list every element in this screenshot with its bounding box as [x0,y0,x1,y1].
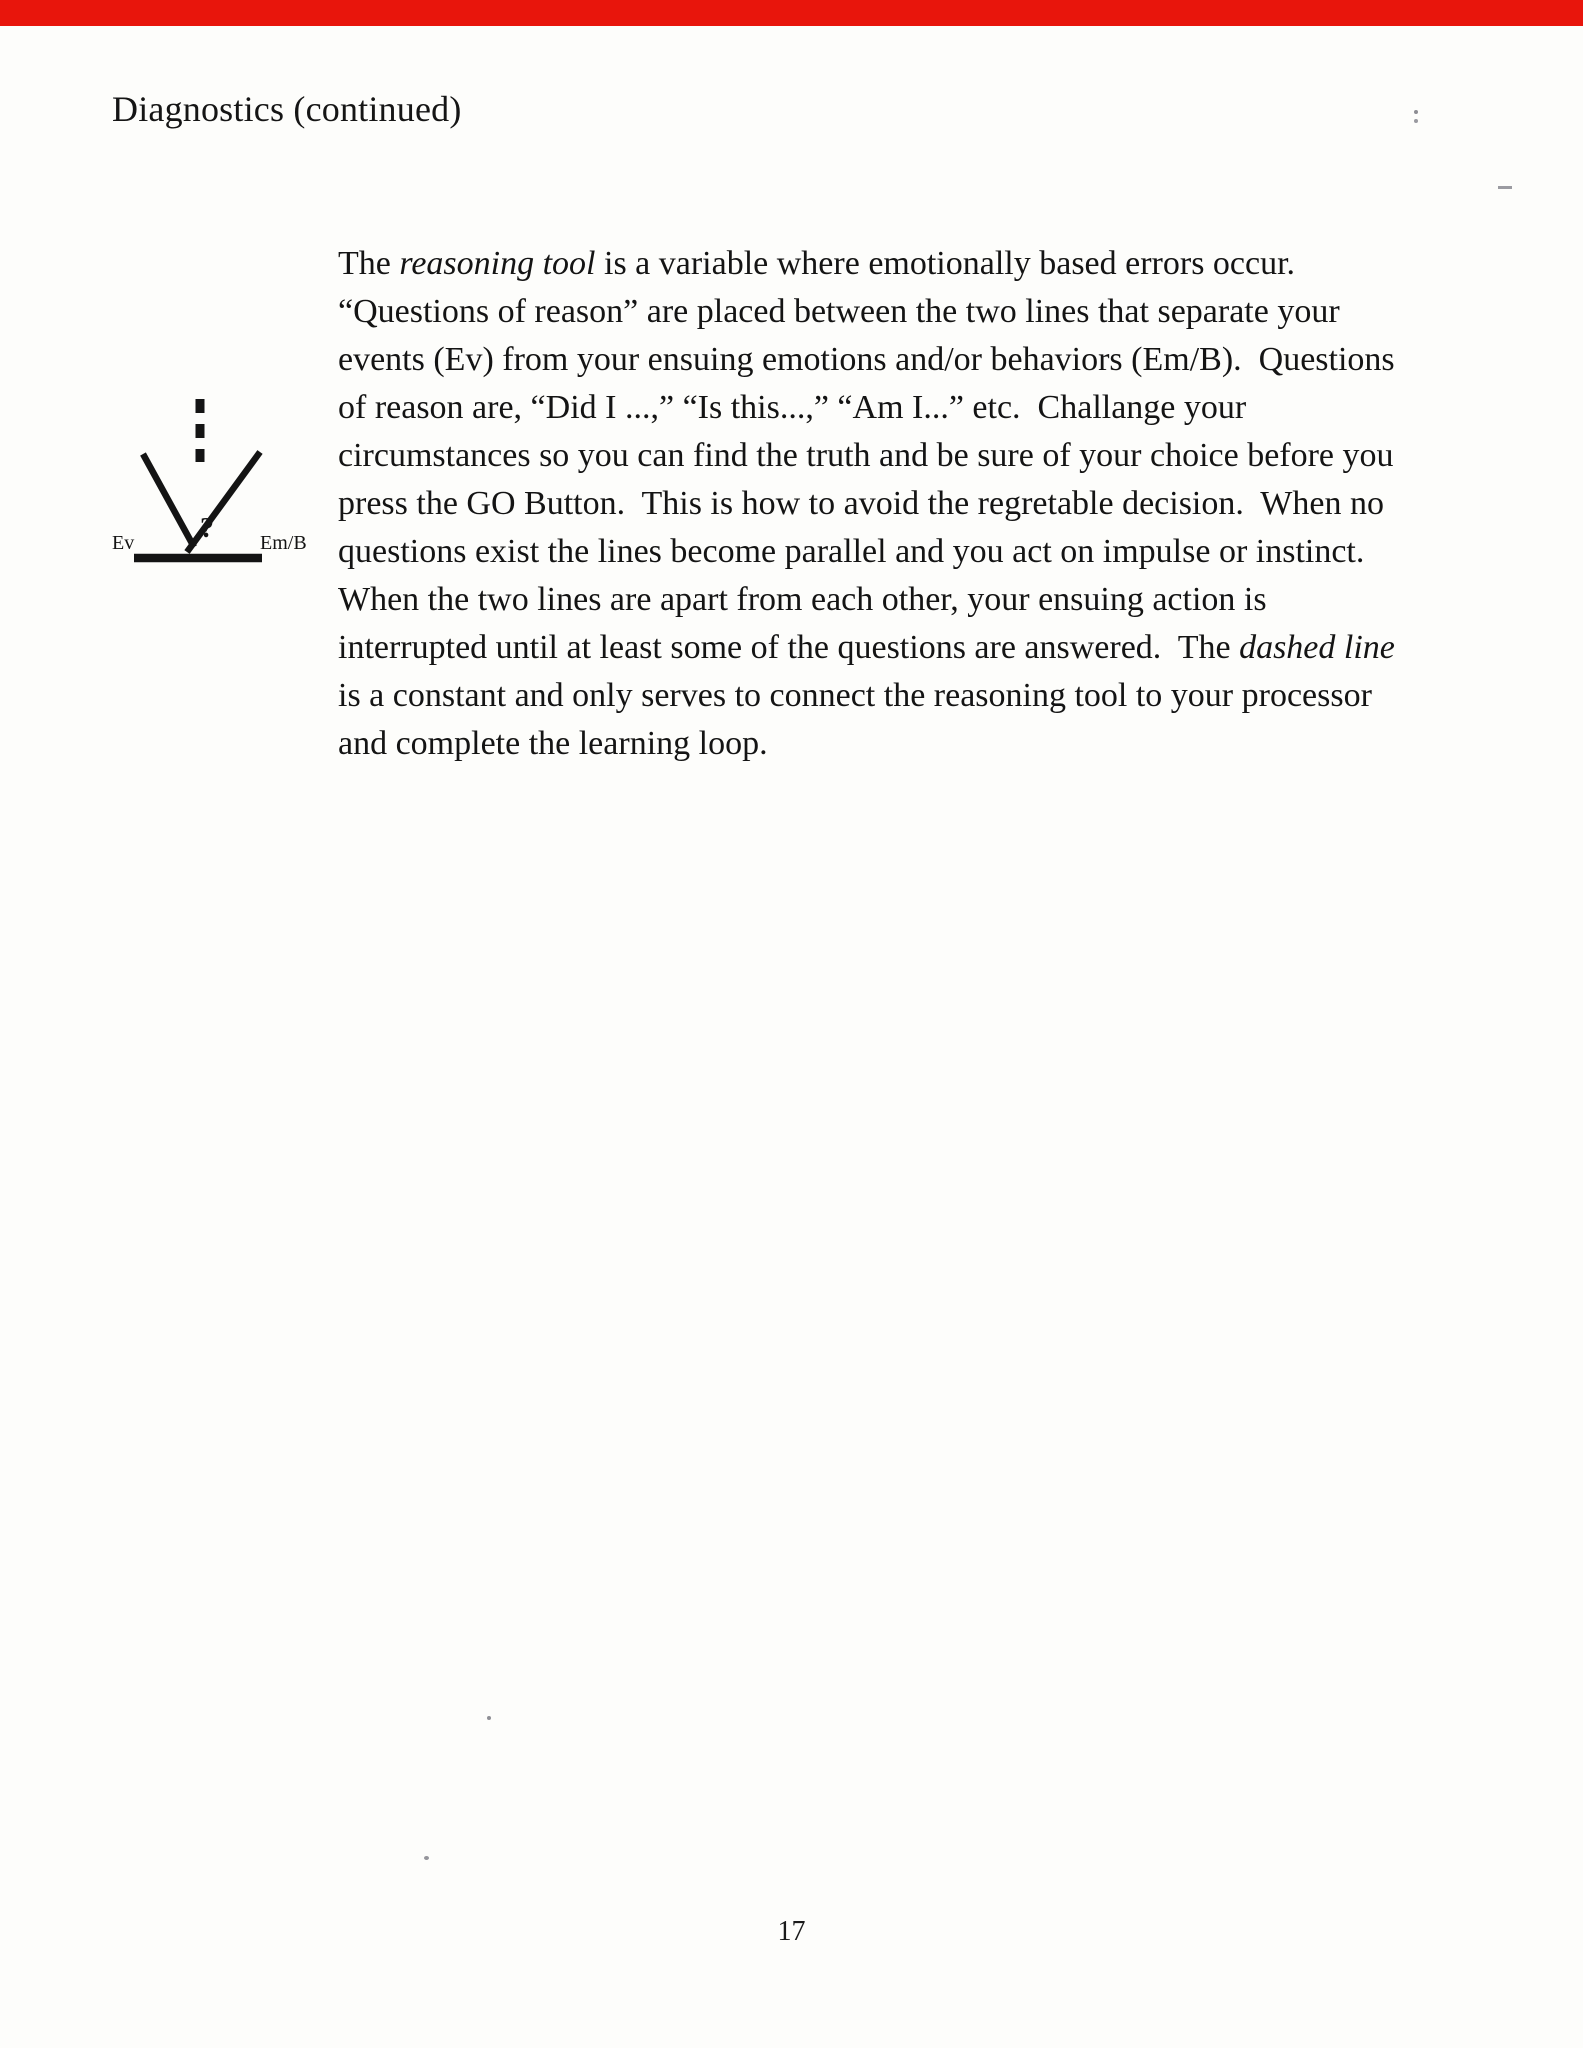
dashed-line-italic-term: dashed line [1239,629,1395,666]
paragraph-segment: The [338,245,400,282]
paragraph-segment: is a constant and only serves to connect the reasoning tool to your processor and complete the learning loop. [338,629,1404,762]
reasoning-tool-diagram-svg [110,396,315,574]
page-title: Diagnostics (continued) [112,89,462,129]
emb-label: Em/B [260,532,307,554]
v-right-arm-line [187,452,260,552]
body-paragraph [338,240,1413,768]
ev-label: Ev [112,532,135,554]
scan-artifact-dot [487,1716,491,1720]
question-mark-label: ? [200,513,214,544]
scan-artifact-dash [1498,186,1512,189]
scan-artifact-dot [424,1856,429,1860]
paragraph-segment: is a variable where emotionally based errors occur. “Questions of reason” are placed between the two lines that separate your events (Ev) from your ensuing emotions and/or behaviors (Em/B). Questions of reason are, “Did I ...,” “Is this...,” “Am I...” etc. Challange your circumstances so you can find the truth and be sure of your choice before you press the GO Button. This is how to avoid the regretable decision. When no questions exist the lines become parallel and you act on impulse or instinct. When the two lines are apart from each other, your ensuing action is interrupted until at least some of the questions are answered. The [338,245,1404,666]
red-scan-edge-bar [0,0,1583,26]
scan-artifact-colon [1414,110,1418,114]
reasoning-tool-diagram [110,396,315,574]
v-left-arm-line [143,454,194,547]
reasoning-tool-italic-term: reasoning tool [399,245,596,282]
page-number: 17 [777,1916,806,1947]
